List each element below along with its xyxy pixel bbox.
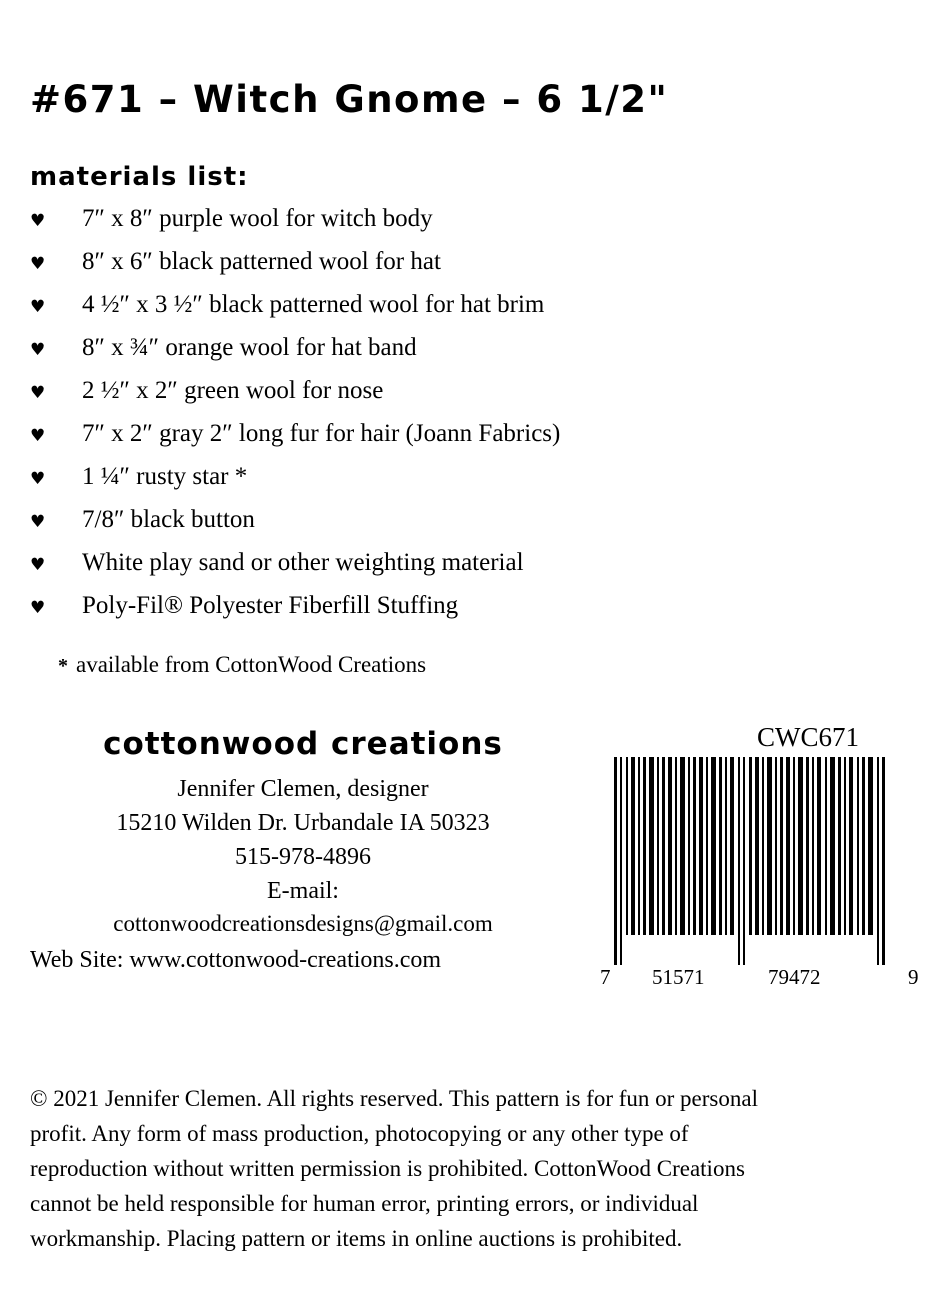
list-item-label: 4 ½″ x 3 ½″ black patterned wool for hat brim	[82, 291, 545, 318]
copyright-block	[30, 1082, 910, 1257]
heart-bullet-icon: ♥	[30, 555, 46, 575]
barcode-image	[600, 757, 930, 965]
copyright-line: workmanship. Placing pattern or items in online auctions is prohibited.	[30, 1225, 683, 1251]
heart-bullet-icon: ♥	[30, 598, 46, 618]
list-item-label: 7″ x 8″ purple wool for witch body	[82, 205, 433, 232]
address-line: 15210 Wilden Dr. Urbandale IA 50323	[116, 810, 490, 837]
list-item	[30, 463, 850, 506]
barcode-digit-left: 7	[600, 965, 611, 989]
heart-bullet-icon: ♥	[30, 426, 46, 446]
footnote	[58, 652, 426, 678]
copyright-line: reproduction without written permission is prohibited. CottonWood Creations	[30, 1155, 745, 1181]
copyright-line: © 2021 Jennifer Clemen. All rights reserved. This pattern is for fun or personal	[30, 1086, 758, 1111]
list-item	[30, 334, 850, 377]
list-item	[30, 592, 850, 635]
barcode-digit-group2: 79472	[768, 965, 821, 989]
list-item	[30, 291, 850, 334]
barcode-digits	[600, 965, 930, 991]
list-item	[30, 205, 850, 248]
brand-name: cottonwood creations	[103, 726, 503, 762]
heart-bullet-icon: ♥	[30, 297, 46, 317]
barcode-block	[600, 722, 930, 991]
materials-heading: materials list:	[30, 162, 249, 192]
heart-bullet-icon: ♥	[30, 211, 46, 231]
designer-name: Jennifer Clemen, designer	[177, 776, 429, 802]
list-item	[30, 248, 850, 291]
contact-block	[18, 726, 588, 977]
list-item-label: 2 ½″ x 2″ green wool for nose	[82, 377, 384, 404]
list-item	[30, 420, 850, 463]
list-item	[30, 377, 850, 420]
list-item-label: 8″ x 6″ black patterned wool for hat	[82, 248, 441, 275]
heart-bullet-icon: ♥	[30, 254, 46, 274]
phone-number: 515-978-4896	[235, 844, 371, 871]
page-title: #671 – Witch Gnome – 6 1/2"	[30, 78, 669, 121]
list-item-label: 1 ¼″ rusty star *	[82, 463, 248, 490]
list-item-label: Poly-Fil® Polyester Fiberfill Stuffing	[82, 592, 459, 619]
heart-bullet-icon: ♥	[30, 512, 46, 532]
materials-list	[30, 205, 850, 635]
list-item	[30, 506, 850, 549]
list-item-label: 7/8″ black button	[82, 506, 255, 533]
barcode-digit-group1: 51571	[652, 965, 705, 989]
email-address: cottonwoodcreationsdesigns@gmail.com	[113, 911, 493, 937]
list-item-label: White play sand or other weighting material	[82, 549, 524, 576]
heart-bullet-icon: ♥	[30, 340, 46, 360]
footnote-text: available from CottonWood Creations	[76, 652, 427, 677]
list-item	[30, 549, 850, 592]
heart-bullet-icon: ♥	[30, 469, 46, 489]
email-label: E-mail:	[267, 878, 339, 905]
barcode-digit-right: 9	[908, 965, 919, 989]
list-item-label: 7″ x 2″ gray 2″ long fur for hair (Joann Fabrics)	[82, 420, 561, 447]
list-item-label: 8″ x ¾″ orange wool for hat band	[82, 334, 417, 361]
copyright-line: cannot be held responsible for human error, printing errors, or individual	[30, 1190, 699, 1216]
website-url: Web Site: www.cottonwood-creations.com	[30, 946, 442, 973]
heart-bullet-icon: ♥	[30, 383, 46, 403]
footnote-marker: *	[58, 655, 68, 677]
copyright-line: profit. Any form of mass production, photocopying or any other type of	[30, 1120, 689, 1146]
sku-label: CWC671	[756, 722, 859, 752]
